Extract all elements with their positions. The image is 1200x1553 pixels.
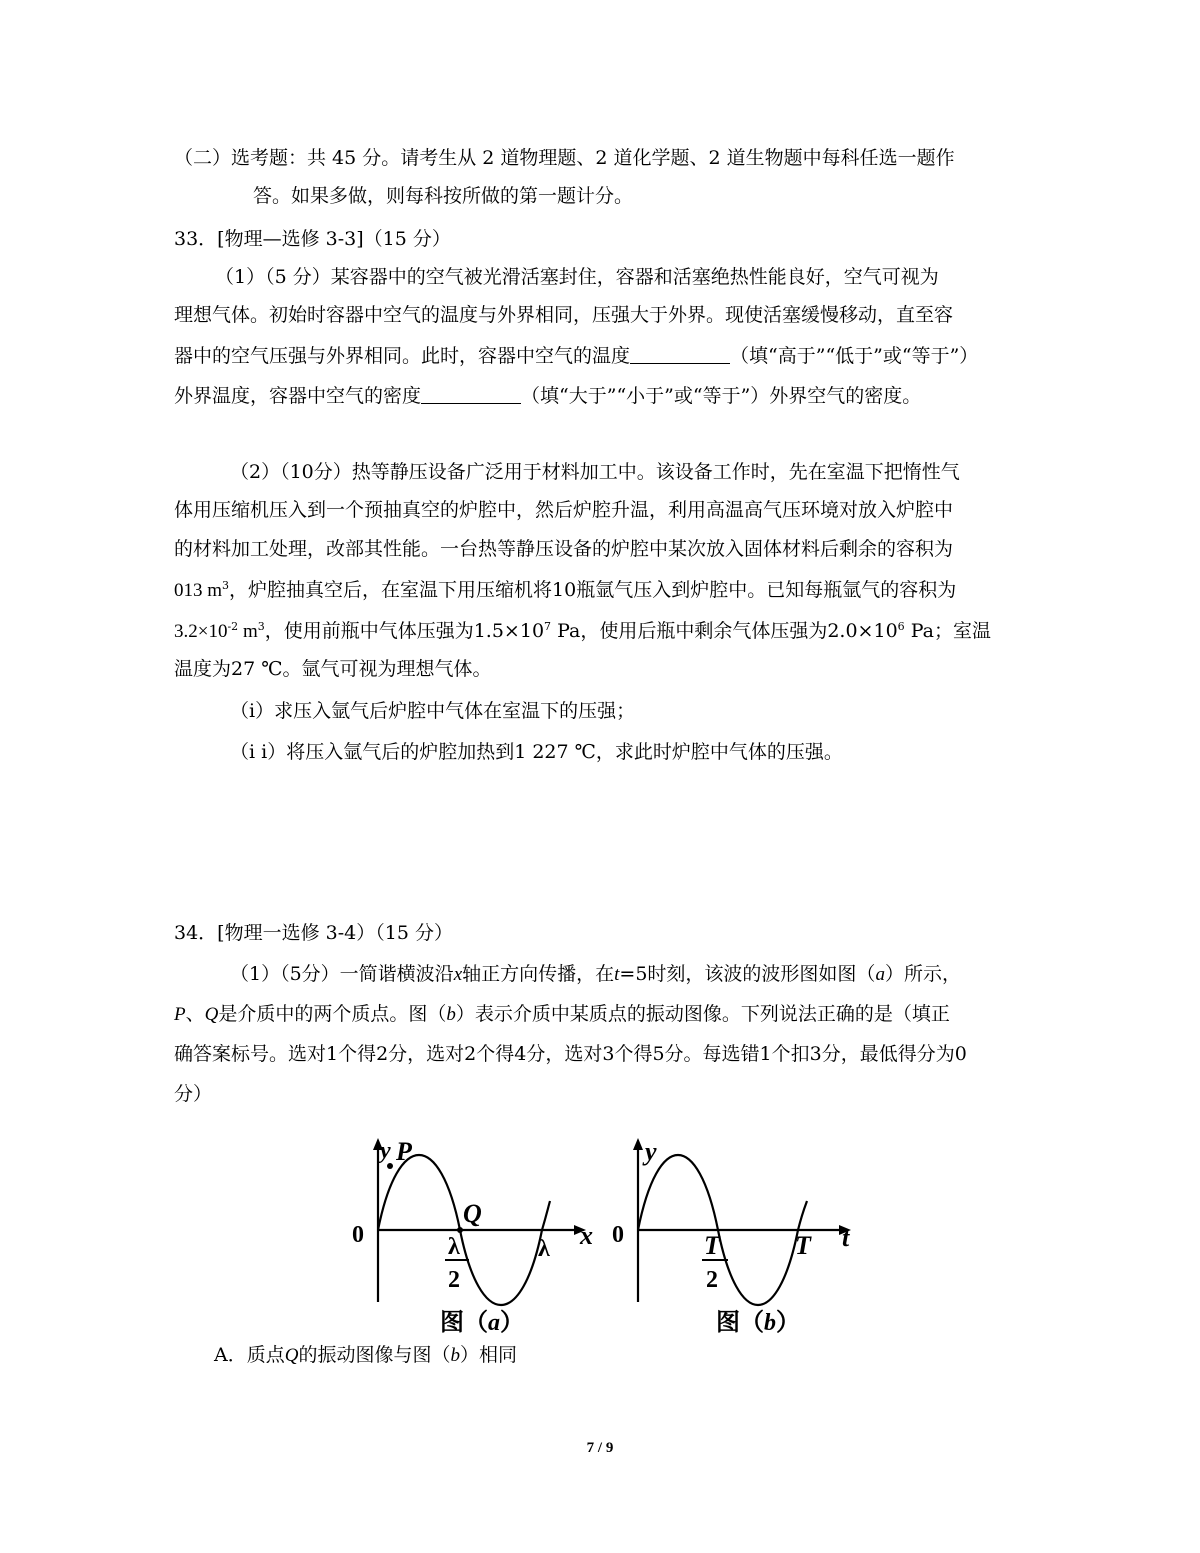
figure-b-half-period-numerator: T (704, 1231, 720, 1260)
q33-part1-line-4: 外界温度，容器中空气的密度 （填“大于”“小于”或“等于”）外界空气的密度。 (174, 385, 922, 407)
q33-part2-line-4: 013 $m^3$，炉腔抽真空后，在室温下用压缩机将10瓶氩气压入到炉腔中。已知每瓶氩气的容积为 (174, 579, 957, 601)
figure-a-half-lambda-denominator: 2 (448, 1267, 460, 1293)
q33-part2-line-2: 体用压缩机压入到一个预抽真空的炉腔中，然后炉腔升温，利用高温高气压环境对放入炉腔中 (174, 499, 954, 521)
q33-part2-line-3: 的材料加工处理，改部其性能。一台热等静压设备的炉腔中某次放入固体材料后剩余的容积为 (174, 538, 954, 560)
q34-part1-line-4: 分） (174, 1083, 213, 1105)
q33-part1-line-2: 理想气体。初始时容器中空气的温度与外界相同，压强大于外界。现使活塞缓慢移动，直至容 (174, 304, 954, 326)
q34-part1-line-1: （1）（5分）一简谐横波沿x轴正方向传播，在t=5时刻，该波的波形图如图（a）所示， (230, 963, 961, 985)
figure-b-origin-label: 0 (612, 1222, 624, 1248)
q33-sub-i: （i）求压入氩气后炉腔中气体在室温下的压强； (230, 700, 636, 722)
figure-b-t-label: t (842, 1223, 850, 1252)
wave-figures-svg (340, 1130, 870, 1350)
figure-a-p-label: P (396, 1137, 412, 1166)
q33-part2-line-1: （2）（10分）热等静压设备广泛用于材料加工中。该设备工作时，先在室温下把惰性气 (230, 461, 960, 483)
q33-part2-line-6: 温度为27 ℃。氩气可视为理想气体。 (174, 658, 492, 680)
q34-part1-line-3: 确答案标号。选对1个得2分，选对2个得4分，选对3个得5分。每选错1个扣3分，最低得分为0 (174, 1043, 967, 1065)
figure-b-caption: 图（b） (716, 1307, 800, 1336)
option-a: A．质点Q的振动图像与图（b）相同 (214, 1344, 517, 1366)
q33-part1-line-3: 器中的空气压强与外界相同。此时，容器中空气的温度 （填“高于”“低于”或“等于”） (174, 345, 979, 367)
figure-a-x-label: x (580, 1221, 593, 1250)
figure-a-caption: 图（a） (440, 1307, 524, 1336)
q33-title: 33．[物理—选修 3-3]（15 分） (174, 228, 451, 250)
figure-b-period-label: T (795, 1231, 811, 1260)
figure-b-y-arrow (633, 1138, 643, 1150)
figure-a-lambda-label: λ (538, 1236, 550, 1262)
wave-figures (340, 1130, 870, 1354)
q34-title: 34．[物理一选修 3-4）（15 分） (174, 922, 453, 944)
figure-a-q-label: Q (463, 1199, 482, 1228)
figure-b (612, 1137, 851, 1336)
figure-a-half-lambda-numerator: λ (448, 1234, 460, 1260)
page-number: 7 / 9 (586, 1440, 614, 1456)
section-header-line-1: （二）选考题：共 45 分。请考生从 2 道物理题、2 道化学题、2 道生物题中每科任选一题作 (174, 147, 955, 169)
q33-part1-line-1: （1）（5 分）某容器中的空气被光滑活塞封住，容器和活塞绝热性能良好，空气可视为 (215, 266, 939, 288)
figure-b-half-period-denominator: 2 (706, 1267, 718, 1293)
figure-a-y-label: y (380, 1138, 391, 1164)
answer-blank-density[interactable] (421, 385, 521, 404)
section-header-line-2: 答。如果多做，则每科按所做的第一题计分。 (253, 185, 634, 207)
figure-a-origin-label: 0 (352, 1222, 364, 1248)
figure-a (352, 1137, 593, 1336)
answer-blank-temperature[interactable] (630, 345, 730, 364)
q33-sub-ii: （i i）将压入氩气后的炉腔加热到1 227 ℃，求此时炉腔中气体的压强。 (230, 741, 843, 763)
q34-part1-line-2: P、Q是介质中的两个质点。图（b）表示介质中某质点的振动图像。下列说法正确的是（填正 (174, 1003, 950, 1025)
q33-part2-line-5: $3.2\times 10^{-2}$ $m^3$，使用前瓶中气体压强为$1.5\times 10^7$ Pa，使用后瓶中剩余气体压强为$2.0\times 10^6$ Pa；室温 (174, 620, 991, 642)
figure-b-y-label: y (645, 1137, 657, 1166)
